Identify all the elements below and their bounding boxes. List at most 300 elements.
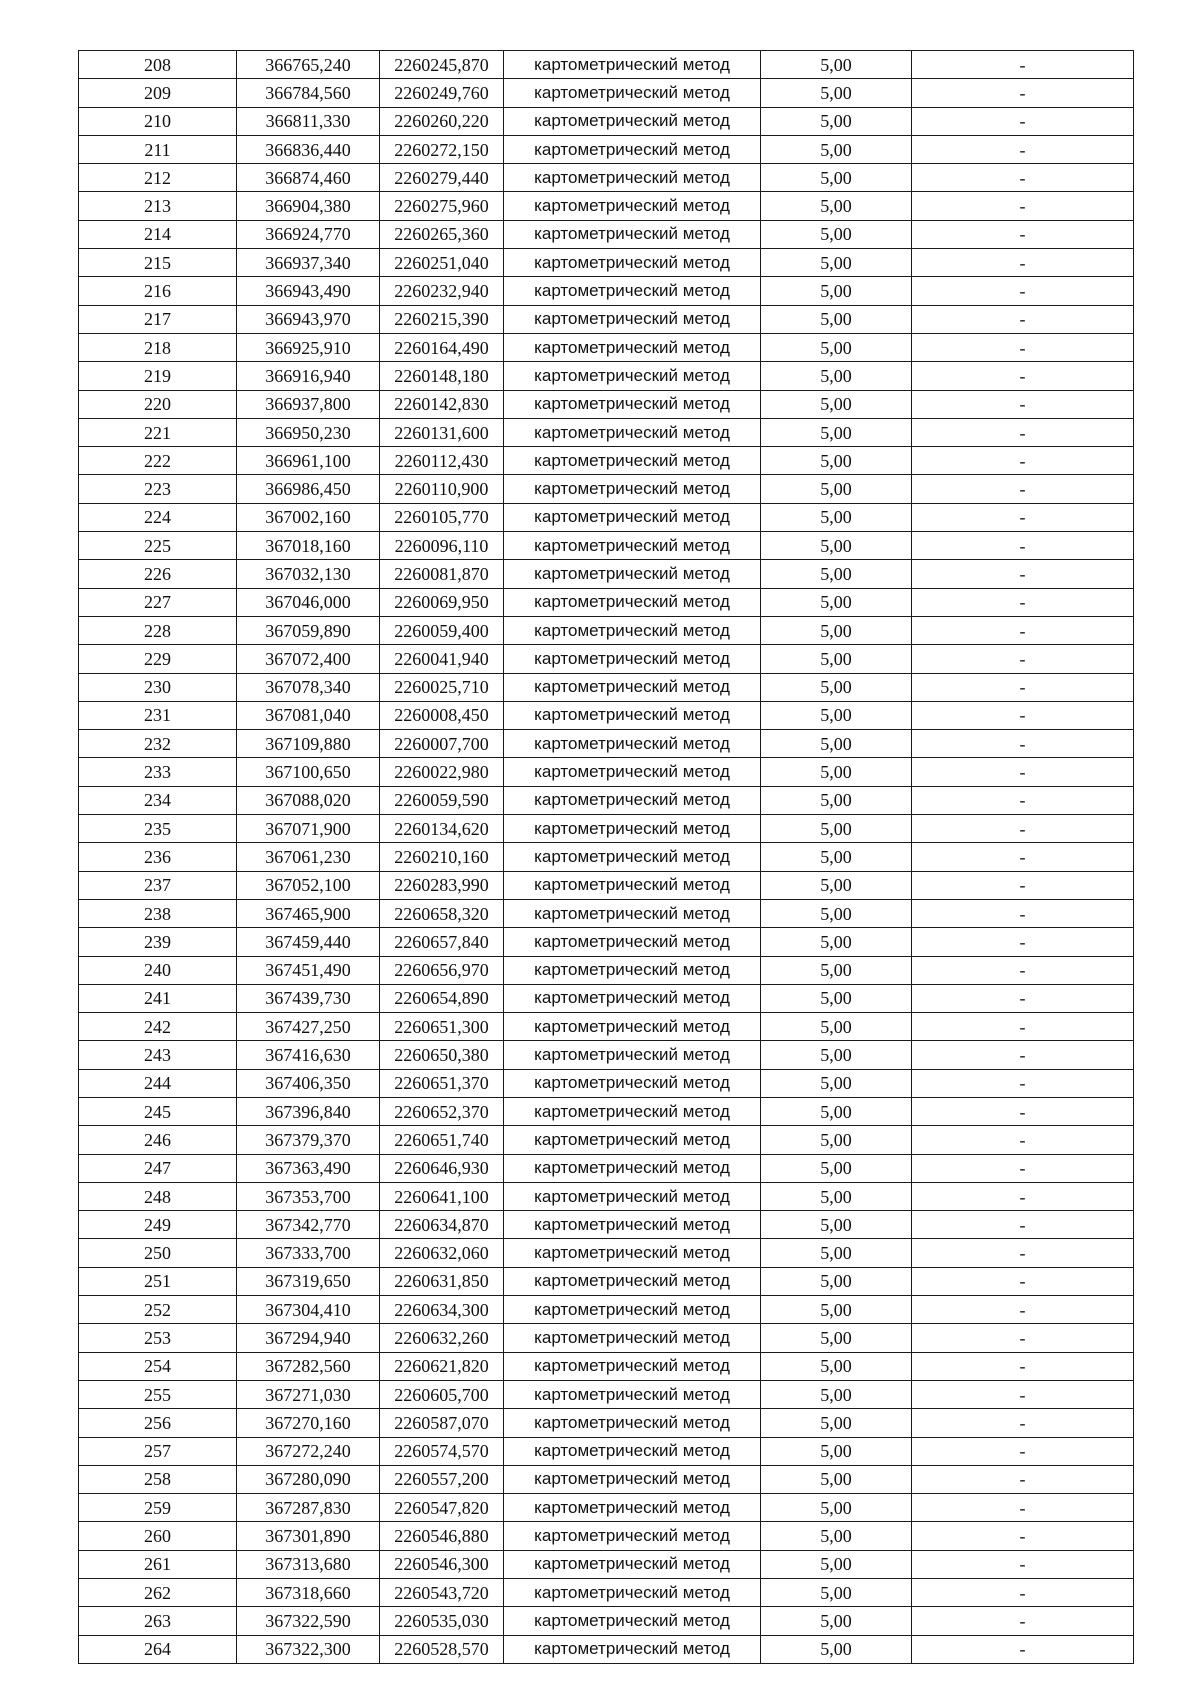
y-coordinate-cell: 2260249,760: [380, 79, 504, 107]
point-number-cell: 254: [79, 1352, 237, 1380]
x-coordinate-cell: 367342,770: [237, 1211, 380, 1239]
x-coordinate-cell: 367333,700: [237, 1239, 380, 1267]
table-row: [79, 164, 1134, 192]
table-row: [79, 1579, 1134, 1607]
method-cell: картометрический метод: [504, 1409, 761, 1437]
point-number-cell: 212: [79, 164, 237, 192]
description-cell: -: [912, 616, 1134, 644]
description-cell: -: [912, 1409, 1134, 1437]
description-cell: -: [912, 1182, 1134, 1210]
description-cell: -: [912, 447, 1134, 475]
accuracy-cell: 5,00: [761, 1069, 912, 1097]
y-coordinate-cell: 2260658,320: [380, 899, 504, 927]
description-cell: -: [912, 79, 1134, 107]
accuracy-cell: 5,00: [761, 192, 912, 220]
table-row: [79, 616, 1134, 644]
y-coordinate-cell: 2260210,160: [380, 843, 504, 871]
x-coordinate-cell: 367271,030: [237, 1380, 380, 1408]
y-coordinate-cell: 2260215,390: [380, 305, 504, 333]
y-coordinate-cell: 2260081,870: [380, 560, 504, 588]
x-coordinate-cell: 367100,650: [237, 758, 380, 786]
table-row: [79, 899, 1134, 927]
accuracy-cell: 5,00: [761, 956, 912, 984]
point-number-cell: 215: [79, 249, 237, 277]
method-cell: картометрический метод: [504, 1041, 761, 1069]
point-number-cell: 263: [79, 1607, 237, 1635]
accuracy-cell: 5,00: [761, 220, 912, 248]
accuracy-cell: 5,00: [761, 758, 912, 786]
y-coordinate-cell: 2260272,150: [380, 135, 504, 163]
y-coordinate-cell: 2260275,960: [380, 192, 504, 220]
x-coordinate-cell: 367459,440: [237, 928, 380, 956]
y-coordinate-cell: 2260632,260: [380, 1324, 504, 1352]
accuracy-cell: 5,00: [761, 1154, 912, 1182]
accuracy-cell: 5,00: [761, 1437, 912, 1465]
accuracy-cell: 5,00: [761, 107, 912, 135]
x-coordinate-cell: 367088,020: [237, 786, 380, 814]
accuracy-cell: 5,00: [761, 1352, 912, 1380]
y-coordinate-cell: 2260641,100: [380, 1182, 504, 1210]
y-coordinate-cell: 2260621,820: [380, 1352, 504, 1380]
description-cell: -: [912, 701, 1134, 729]
point-number-cell: 262: [79, 1579, 237, 1607]
method-cell: картометрический метод: [504, 192, 761, 220]
x-coordinate-cell: 366925,910: [237, 333, 380, 361]
y-coordinate-cell: 2260605,700: [380, 1380, 504, 1408]
x-coordinate-cell: 367439,730: [237, 984, 380, 1012]
table-row: [79, 1607, 1134, 1635]
accuracy-cell: 5,00: [761, 588, 912, 616]
accuracy-cell: 5,00: [761, 1579, 912, 1607]
method-cell: картометрический метод: [504, 135, 761, 163]
y-coordinate-cell: 2260651,300: [380, 1013, 504, 1041]
x-coordinate-cell: 367061,230: [237, 843, 380, 871]
point-number-cell: 247: [79, 1154, 237, 1182]
y-coordinate-cell: 2260546,880: [380, 1522, 504, 1550]
description-cell: -: [912, 532, 1134, 560]
description-cell: -: [912, 984, 1134, 1012]
accuracy-cell: 5,00: [761, 871, 912, 899]
y-coordinate-cell: 2260112,430: [380, 447, 504, 475]
description-cell: -: [912, 588, 1134, 616]
accuracy-cell: 5,00: [761, 503, 912, 531]
description-cell: -: [912, 418, 1134, 446]
point-number-cell: 250: [79, 1239, 237, 1267]
x-coordinate-cell: 366836,440: [237, 135, 380, 163]
description-cell: -: [912, 1126, 1134, 1154]
accuracy-cell: 5,00: [761, 475, 912, 503]
description-cell: -: [912, 956, 1134, 984]
method-cell: картометрический метод: [504, 447, 761, 475]
accuracy-cell: 5,00: [761, 362, 912, 390]
accuracy-cell: 5,00: [761, 899, 912, 927]
method-cell: картометрический метод: [504, 362, 761, 390]
point-number-cell: 228: [79, 616, 237, 644]
table-row: [79, 1494, 1134, 1522]
table-row: [79, 1182, 1134, 1210]
x-coordinate-cell: 367363,490: [237, 1154, 380, 1182]
x-coordinate-cell: 367322,590: [237, 1607, 380, 1635]
table-row: [79, 1154, 1134, 1182]
description-cell: -: [912, 1550, 1134, 1578]
x-coordinate-cell: 367301,890: [237, 1522, 380, 1550]
point-number-cell: 242: [79, 1013, 237, 1041]
y-coordinate-cell: 2260528,570: [380, 1635, 504, 1663]
table-row: [79, 447, 1134, 475]
method-cell: картометрический метод: [504, 560, 761, 588]
y-coordinate-cell: 2260283,990: [380, 871, 504, 899]
point-number-cell: 236: [79, 843, 237, 871]
point-number-cell: 258: [79, 1465, 237, 1493]
description-cell: -: [912, 1635, 1134, 1663]
accuracy-cell: 5,00: [761, 673, 912, 701]
table-row: [79, 475, 1134, 503]
table-row: [79, 984, 1134, 1012]
table-row: [79, 560, 1134, 588]
y-coordinate-cell: 2260646,930: [380, 1154, 504, 1182]
method-cell: картометрический метод: [504, 1013, 761, 1041]
point-number-cell: 238: [79, 899, 237, 927]
method-cell: картометрический метод: [504, 220, 761, 248]
point-number-cell: 218: [79, 333, 237, 361]
point-number-cell: 220: [79, 390, 237, 418]
y-coordinate-cell: 2260535,030: [380, 1607, 504, 1635]
x-coordinate-cell: 367287,830: [237, 1494, 380, 1522]
point-number-cell: 249: [79, 1211, 237, 1239]
point-number-cell: 222: [79, 447, 237, 475]
x-coordinate-cell: 366961,100: [237, 447, 380, 475]
point-number-cell: 260: [79, 1522, 237, 1550]
y-coordinate-cell: 2260096,110: [380, 532, 504, 560]
y-coordinate-cell: 2260059,400: [380, 616, 504, 644]
description-cell: -: [912, 135, 1134, 163]
x-coordinate-cell: 367046,000: [237, 588, 380, 616]
table-row: [79, 503, 1134, 531]
x-coordinate-cell: 367032,130: [237, 560, 380, 588]
point-number-cell: 226: [79, 560, 237, 588]
accuracy-cell: 5,00: [761, 164, 912, 192]
method-cell: картометрический метод: [504, 1296, 761, 1324]
accuracy-cell: 5,00: [761, 645, 912, 673]
y-coordinate-cell: 2260265,360: [380, 220, 504, 248]
y-coordinate-cell: 2260025,710: [380, 673, 504, 701]
description-cell: -: [912, 1069, 1134, 1097]
accuracy-cell: 5,00: [761, 1267, 912, 1295]
table-row: [79, 1437, 1134, 1465]
point-number-cell: 257: [79, 1437, 237, 1465]
y-coordinate-cell: 2260656,970: [380, 956, 504, 984]
description-cell: -: [912, 1437, 1134, 1465]
accuracy-cell: 5,00: [761, 390, 912, 418]
method-cell: картометрический метод: [504, 1324, 761, 1352]
description-cell: -: [912, 645, 1134, 673]
point-number-cell: 217: [79, 305, 237, 333]
table-row: [79, 758, 1134, 786]
x-coordinate-cell: 366904,380: [237, 192, 380, 220]
method-cell: картометрический метод: [504, 418, 761, 446]
y-coordinate-cell: 2260631,850: [380, 1267, 504, 1295]
description-cell: -: [912, 362, 1134, 390]
method-cell: картометрический метод: [504, 730, 761, 758]
x-coordinate-cell: 367081,040: [237, 701, 380, 729]
point-number-cell: 230: [79, 673, 237, 701]
point-number-cell: 225: [79, 532, 237, 560]
x-coordinate-cell: 366811,330: [237, 107, 380, 135]
method-cell: картометрический метод: [504, 1211, 761, 1239]
method-cell: картометрический метод: [504, 899, 761, 927]
description-cell: -: [912, 1494, 1134, 1522]
table-row: [79, 588, 1134, 616]
x-coordinate-cell: 367322,300: [237, 1635, 380, 1663]
description-cell: -: [912, 1296, 1134, 1324]
y-coordinate-cell: 2260574,570: [380, 1437, 504, 1465]
description-cell: -: [912, 277, 1134, 305]
table-row: [79, 249, 1134, 277]
description-cell: -: [912, 1154, 1134, 1182]
method-cell: картометрический метод: [504, 1635, 761, 1663]
point-number-cell: 239: [79, 928, 237, 956]
point-number-cell: 229: [79, 645, 237, 673]
x-coordinate-cell: 367282,560: [237, 1352, 380, 1380]
x-coordinate-cell: 367427,250: [237, 1013, 380, 1041]
description-cell: -: [912, 333, 1134, 361]
description-cell: -: [912, 1579, 1134, 1607]
x-coordinate-cell: 367465,900: [237, 899, 380, 927]
y-coordinate-cell: 2260279,440: [380, 164, 504, 192]
method-cell: картометрический метод: [504, 1550, 761, 1578]
point-number-cell: 219: [79, 362, 237, 390]
accuracy-cell: 5,00: [761, 249, 912, 277]
table-row: [79, 277, 1134, 305]
table-row: [79, 645, 1134, 673]
description-cell: -: [912, 503, 1134, 531]
y-coordinate-cell: 2260164,490: [380, 333, 504, 361]
description-cell: -: [912, 1324, 1134, 1352]
method-cell: картометрический метод: [504, 79, 761, 107]
accuracy-cell: 5,00: [761, 277, 912, 305]
description-cell: -: [912, 1522, 1134, 1550]
point-number-cell: 240: [79, 956, 237, 984]
x-coordinate-cell: 366986,450: [237, 475, 380, 503]
method-cell: картометрический метод: [504, 1239, 761, 1267]
table-row: [79, 79, 1134, 107]
point-number-cell: 244: [79, 1069, 237, 1097]
table-row: [79, 1267, 1134, 1295]
accuracy-cell: 5,00: [761, 786, 912, 814]
y-coordinate-cell: 2260543,720: [380, 1579, 504, 1607]
x-coordinate-cell: 367052,100: [237, 871, 380, 899]
x-coordinate-cell: 367396,840: [237, 1097, 380, 1125]
y-coordinate-cell: 2260651,370: [380, 1069, 504, 1097]
table-row: [79, 786, 1134, 814]
description-cell: -: [912, 730, 1134, 758]
accuracy-cell: 5,00: [761, 1324, 912, 1352]
table-row: [79, 815, 1134, 843]
table-row: [79, 1296, 1134, 1324]
point-number-cell: 210: [79, 107, 237, 135]
accuracy-cell: 5,00: [761, 333, 912, 361]
point-number-cell: 231: [79, 701, 237, 729]
point-number-cell: 237: [79, 871, 237, 899]
description-cell: -: [912, 107, 1134, 135]
table-row: [79, 1126, 1134, 1154]
x-coordinate-cell: 367379,370: [237, 1126, 380, 1154]
table-row: [79, 1465, 1134, 1493]
description-cell: -: [912, 1465, 1134, 1493]
accuracy-cell: 5,00: [761, 1607, 912, 1635]
x-coordinate-cell: 367318,660: [237, 1579, 380, 1607]
x-coordinate-cell: 367071,900: [237, 815, 380, 843]
point-number-cell: 243: [79, 1041, 237, 1069]
accuracy-cell: 5,00: [761, 1239, 912, 1267]
method-cell: картометрический метод: [504, 1267, 761, 1295]
x-coordinate-cell: 367280,090: [237, 1465, 380, 1493]
description-cell: -: [912, 51, 1134, 79]
y-coordinate-cell: 2260651,740: [380, 1126, 504, 1154]
point-number-cell: 232: [79, 730, 237, 758]
point-number-cell: 224: [79, 503, 237, 531]
point-number-cell: 261: [79, 1550, 237, 1578]
table-row: [79, 701, 1134, 729]
description-cell: -: [912, 815, 1134, 843]
table-row: [79, 1550, 1134, 1578]
y-coordinate-cell: 2260142,830: [380, 390, 504, 418]
point-number-cell: 234: [79, 786, 237, 814]
y-coordinate-cell: 2260654,890: [380, 984, 504, 1012]
y-coordinate-cell: 2260041,940: [380, 645, 504, 673]
accuracy-cell: 5,00: [761, 1465, 912, 1493]
x-coordinate-cell: 366784,560: [237, 79, 380, 107]
point-number-cell: 256: [79, 1409, 237, 1437]
description-cell: -: [912, 1267, 1134, 1295]
table-row: [79, 1380, 1134, 1408]
accuracy-cell: 5,00: [761, 843, 912, 871]
table-row: [79, 220, 1134, 248]
y-coordinate-cell: 2260587,070: [380, 1409, 504, 1437]
y-coordinate-cell: 2260657,840: [380, 928, 504, 956]
accuracy-cell: 5,00: [761, 418, 912, 446]
table-row: [79, 1069, 1134, 1097]
description-cell: -: [912, 843, 1134, 871]
method-cell: картометрический метод: [504, 475, 761, 503]
y-coordinate-cell: 2260245,870: [380, 51, 504, 79]
point-number-cell: 211: [79, 135, 237, 163]
table-row: [79, 928, 1134, 956]
coordinates-table: [78, 50, 1134, 1664]
description-cell: -: [912, 1041, 1134, 1069]
table-row: [79, 1522, 1134, 1550]
description-cell: -: [912, 475, 1134, 503]
method-cell: картометрический метод: [504, 107, 761, 135]
table-row: [79, 390, 1134, 418]
accuracy-cell: 5,00: [761, 1296, 912, 1324]
accuracy-cell: 5,00: [761, 1126, 912, 1154]
method-cell: картометрический метод: [504, 815, 761, 843]
point-number-cell: 209: [79, 79, 237, 107]
method-cell: картометрический метод: [504, 928, 761, 956]
y-coordinate-cell: 2260059,590: [380, 786, 504, 814]
accuracy-cell: 5,00: [761, 51, 912, 79]
table-row: [79, 51, 1134, 79]
method-cell: картометрический метод: [504, 503, 761, 531]
method-cell: картометрический метод: [504, 786, 761, 814]
x-coordinate-cell: 367353,700: [237, 1182, 380, 1210]
y-coordinate-cell: 2260634,870: [380, 1211, 504, 1239]
y-coordinate-cell: 2260131,600: [380, 418, 504, 446]
description-cell: -: [912, 871, 1134, 899]
table-row: [79, 1041, 1134, 1069]
y-coordinate-cell: 2260634,300: [380, 1296, 504, 1324]
table-row: [79, 1409, 1134, 1437]
accuracy-cell: 5,00: [761, 532, 912, 560]
description-cell: -: [912, 1352, 1134, 1380]
accuracy-cell: 5,00: [761, 1041, 912, 1069]
point-number-cell: 216: [79, 277, 237, 305]
accuracy-cell: 5,00: [761, 79, 912, 107]
method-cell: картометрический метод: [504, 758, 761, 786]
point-number-cell: 245: [79, 1097, 237, 1125]
point-number-cell: 252: [79, 1296, 237, 1324]
method-cell: картометрический метод: [504, 390, 761, 418]
x-coordinate-cell: 367002,160: [237, 503, 380, 531]
y-coordinate-cell: 2260134,620: [380, 815, 504, 843]
method-cell: картометрический метод: [504, 1069, 761, 1097]
method-cell: картометрический метод: [504, 1126, 761, 1154]
accuracy-cell: 5,00: [761, 984, 912, 1012]
description-cell: -: [912, 673, 1134, 701]
x-coordinate-cell: 367072,400: [237, 645, 380, 673]
x-coordinate-cell: 367059,890: [237, 616, 380, 644]
method-cell: картометрический метод: [504, 532, 761, 560]
x-coordinate-cell: 367319,650: [237, 1267, 380, 1295]
y-coordinate-cell: 2260652,370: [380, 1097, 504, 1125]
method-cell: картометрический метод: [504, 588, 761, 616]
table-row: [79, 418, 1134, 446]
table-row: [79, 1635, 1134, 1663]
accuracy-cell: 5,00: [761, 928, 912, 956]
method-cell: картометрический метод: [504, 249, 761, 277]
x-coordinate-cell: 366765,240: [237, 51, 380, 79]
description-cell: -: [912, 1211, 1134, 1239]
accuracy-cell: 5,00: [761, 305, 912, 333]
x-coordinate-cell: 366874,460: [237, 164, 380, 192]
y-coordinate-cell: 2260260,220: [380, 107, 504, 135]
accuracy-cell: 5,00: [761, 560, 912, 588]
x-coordinate-cell: 367313,680: [237, 1550, 380, 1578]
y-coordinate-cell: 2260232,940: [380, 277, 504, 305]
method-cell: картометрический метод: [504, 701, 761, 729]
accuracy-cell: 5,00: [761, 1211, 912, 1239]
point-number-cell: 235: [79, 815, 237, 843]
point-number-cell: 208: [79, 51, 237, 79]
description-cell: -: [912, 928, 1134, 956]
y-coordinate-cell: 2260008,450: [380, 701, 504, 729]
x-coordinate-cell: 367272,240: [237, 1437, 380, 1465]
description-cell: -: [912, 220, 1134, 248]
table-row: [79, 673, 1134, 701]
point-number-cell: 221: [79, 418, 237, 446]
description-cell: -: [912, 560, 1134, 588]
table-row: [79, 871, 1134, 899]
accuracy-cell: 5,00: [761, 447, 912, 475]
y-coordinate-cell: 2260022,980: [380, 758, 504, 786]
table-row: [79, 730, 1134, 758]
x-coordinate-cell: 367018,160: [237, 532, 380, 560]
accuracy-cell: 5,00: [761, 1013, 912, 1041]
accuracy-cell: 5,00: [761, 815, 912, 843]
table-row: [79, 135, 1134, 163]
point-number-cell: 214: [79, 220, 237, 248]
